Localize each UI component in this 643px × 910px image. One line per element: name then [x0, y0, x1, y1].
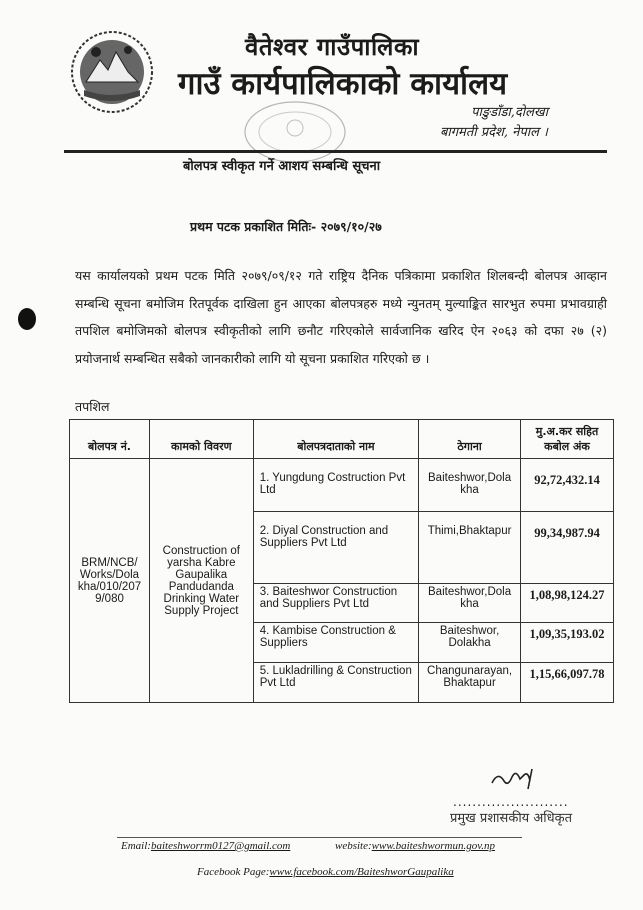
bidder-address: Baiteshwor, Dolakha [419, 623, 521, 663]
bidder-address: Baiteshwor,Dola kha [419, 459, 521, 512]
bid-amount: 1,09,35,193.02 [521, 623, 614, 663]
col-header-bid-no: बोलपत्र नं. [70, 420, 150, 459]
footer-email [121, 840, 290, 852]
address-line-2: बागमती प्रदेश, नेपाल । [439, 125, 548, 140]
bid-amount: 99,34,987.94 [521, 512, 614, 584]
publish-date: प्रथम पटक प्रकाशित मितिः- २०७९/१०/२७ [190, 219, 382, 234]
bidder-address: Thimi,Bhaktapur [419, 512, 521, 584]
notice-body: यस कार्यालयको प्रथम पटक मिति २०७९/०९/१२ गते राष्ट्रिय दैनिक पत्रिकामा प्रकाशित शिलबन्दी बोलपत्र आव्हान सम्बन्धि सूचना बमोजिम रितपूर्वक दाखिला हुन आएका बोलपत्रहरु मध्ये न्युनतम् मुल्याङ्कित सारभुत रुपमा प्रभावग्राही तपशिल बमोजिमको बोलपत्र स्वीकृतीको लागि छनौट गरिएकोले सार्वजानिक खरिद ऐन २०६३ को दफा २७ (२) प्रयोजनार्थ सम्बन्धित सबैको जानकारीको लागि यो सूचना प्रकाशित गरिएको छ । [75, 268, 607, 366]
table-row [70, 459, 614, 512]
col-header-work: कामको विवरण [149, 420, 253, 459]
footer-website [335, 840, 495, 852]
email-label: Email: [121, 840, 151, 852]
col-header-amount: मु.अ.कर सहित कबोल अंक [521, 420, 614, 459]
bidder-name: 4. Kambise Construction & Suppliers [253, 623, 418, 663]
bidder-name: 5. Lukladrilling & Construction Pvt Ltd [253, 663, 418, 703]
work-description: Construction of yarsha Kabre Gaupalika Pandudanda Drinking Water Supply Project [149, 459, 253, 703]
facebook-link[interactable]: www.facebook.com/BaiteshworGaupalika [269, 866, 454, 878]
bid-amount: 1,08,98,124.27 [521, 584, 614, 623]
bid-number: BRM/NCB/ Works/Dola kha/010/207 9/080 [70, 459, 150, 703]
org-name: वैतेश्वर गाउँपालिका [245, 33, 420, 61]
bidder-name: 2. Diyal Construction and Suppliers Pvt Ltd [253, 512, 418, 584]
bidder-address: Changunarayan, Bhaktapur [419, 663, 521, 703]
notice-subject: बोलपत्र स्वीकृत गर्ने आशय सम्बन्धि सूचना [183, 159, 381, 174]
nepal-emblem-icon [70, 30, 154, 114]
bid-amount: 1,15,66,097.78 [521, 663, 614, 703]
website-link[interactable]: www.baiteshwormun.gov.np [371, 840, 496, 852]
punch-hole [18, 308, 36, 330]
col-header-bidder: बोलपत्रदाताको नाम [253, 420, 418, 459]
email-link[interactable]: baiteshworrm0127@gmail.com [150, 840, 291, 852]
signature-line: ........................ [453, 795, 569, 809]
bidder-name: 3. Baiteshwor Construction and Suppliers Pvt Ltd [253, 584, 418, 623]
website-label: website: [335, 840, 372, 852]
facebook-label: Facebook Page: [197, 866, 270, 878]
footer-facebook [197, 866, 454, 878]
col-header-address: ठेगाना [419, 420, 521, 459]
office-name: गाउँ कार्यपालिकाको कार्यालय [178, 66, 508, 102]
signature-icon [488, 765, 548, 793]
table-header-row [70, 420, 614, 459]
bid-table [69, 419, 614, 703]
bidder-address: Baiteshwor,Dola kha [419, 584, 521, 623]
address-line-1: पाङुडाँडा,दोलखा [471, 105, 548, 120]
header-divider [64, 150, 607, 153]
details-label: तपशिल [75, 399, 110, 414]
bidder-name: 1. Yungdung Costruction Pvt Ltd [253, 459, 418, 512]
footer-divider [117, 837, 522, 838]
officer-title: प्रमुख प्रशासकीय अधिकृत [450, 811, 573, 826]
bid-amount: 92,72,432.14 [521, 459, 614, 512]
